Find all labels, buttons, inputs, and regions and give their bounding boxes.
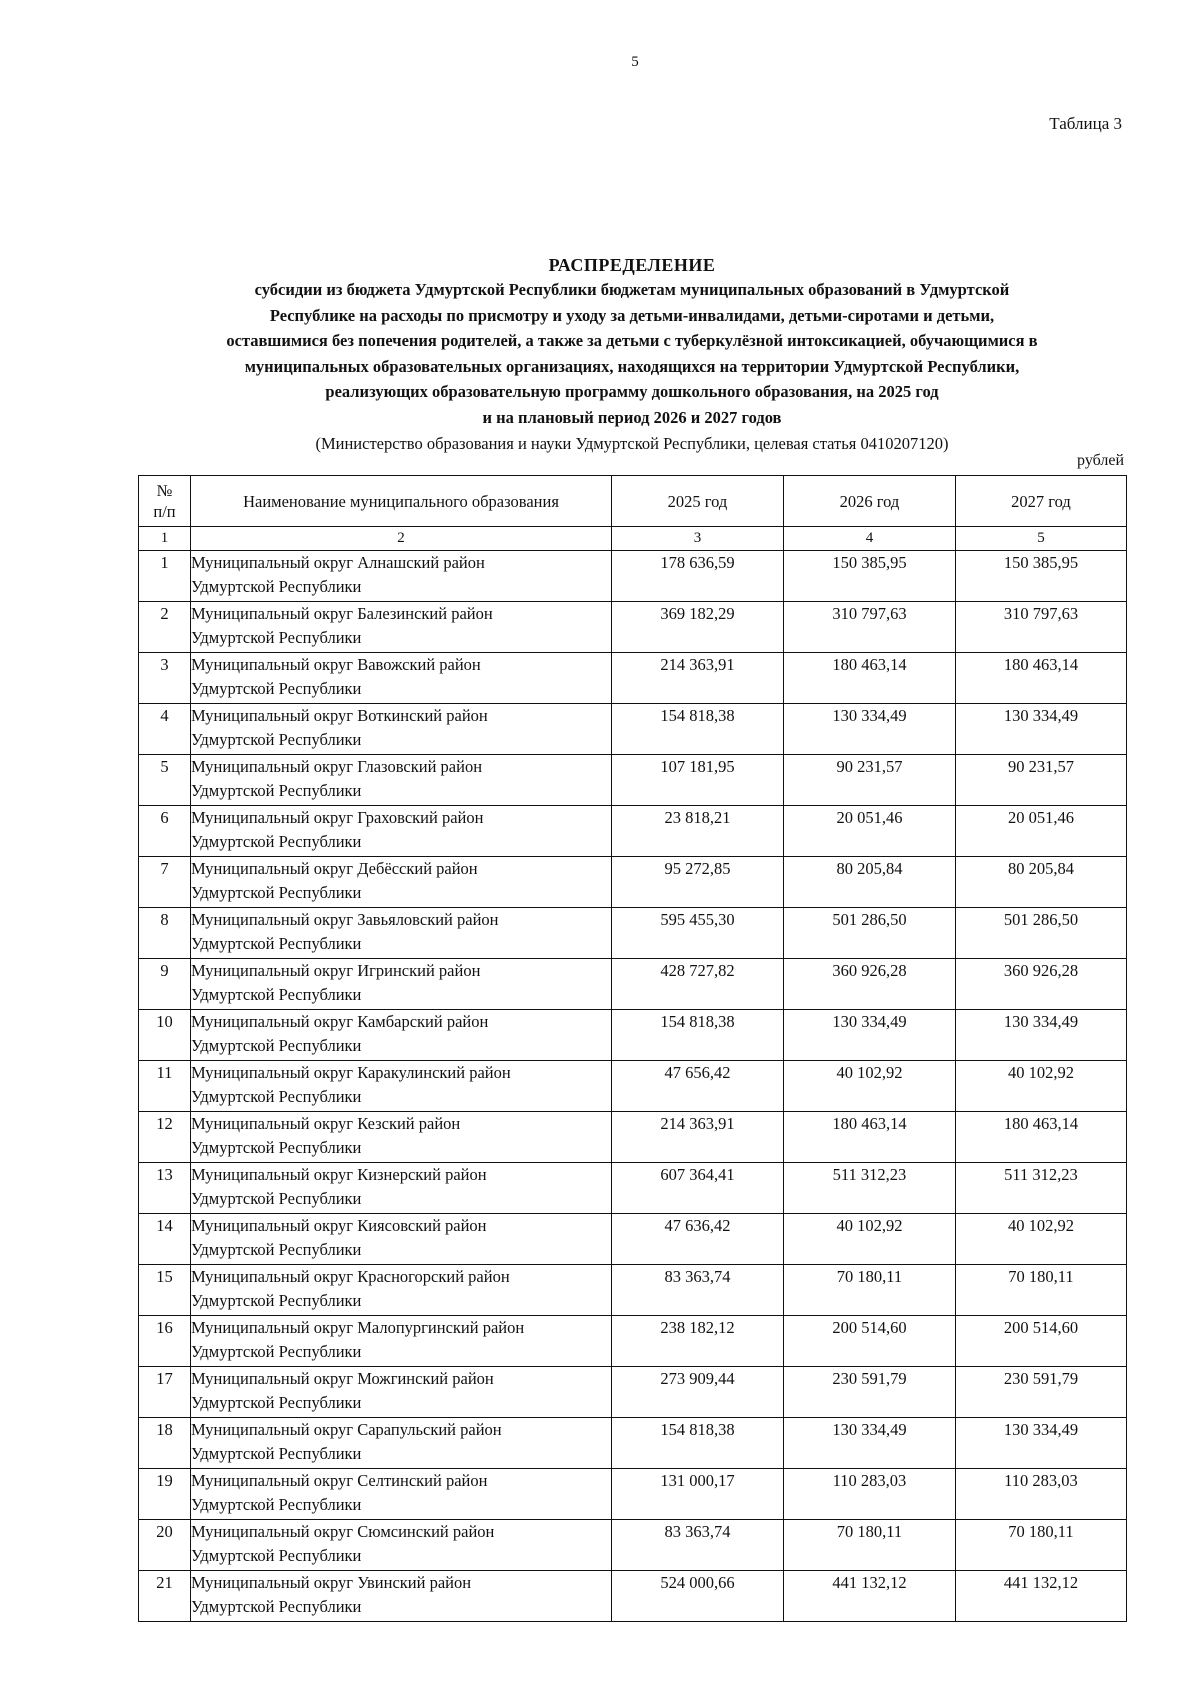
value-text: 83 363,74	[664, 1522, 731, 1541]
column-number: 2	[191, 527, 612, 551]
value-text: 20 051,46	[836, 808, 903, 827]
table-row	[139, 1061, 1127, 1112]
municipality-name	[191, 1571, 612, 1622]
table-row	[139, 653, 1127, 704]
value-text: 130 334,49	[1003, 706, 1079, 725]
header-num-line: №	[156, 481, 173, 500]
municipality-name-line: Удмуртской Республики	[191, 1342, 362, 1361]
row-number-text: 6	[160, 808, 169, 827]
row-number-text: 15	[156, 1267, 173, 1286]
row-number	[139, 1010, 191, 1061]
municipality-name-line: Муниципальный округ Камбарский район	[191, 1012, 489, 1031]
row-number	[139, 653, 191, 704]
municipality-name-line: Муниципальный округ Дебёсский район	[191, 859, 478, 878]
value-2025	[612, 704, 784, 755]
value-2026	[784, 908, 956, 959]
table-row	[139, 1214, 1127, 1265]
value-text: 130 334,49	[1003, 1012, 1079, 1031]
municipality-name-line: Удмуртской Республики	[191, 1189, 362, 1208]
value-2027	[956, 704, 1127, 755]
value-2026	[784, 1520, 956, 1571]
value-text: 70 180,11	[1008, 1522, 1074, 1541]
value-2025	[612, 1571, 784, 1622]
municipality-name-line: Муниципальный округ Граховский район	[191, 808, 484, 827]
value-text: 130 334,49	[832, 1012, 907, 1031]
municipality-name-line: Муниципальный округ Увинский район	[191, 1573, 472, 1592]
value-2025	[612, 1010, 784, 1061]
value-2025	[612, 857, 784, 908]
value-2027	[956, 1061, 1127, 1112]
row-number	[139, 1367, 191, 1418]
row-number-text: 16	[156, 1318, 173, 1337]
table-row	[139, 1265, 1127, 1316]
value-text: 360 926,28	[832, 961, 907, 980]
value-2027	[956, 1112, 1127, 1163]
municipality-name-line: Муниципальный округ Игринский район	[191, 961, 481, 980]
row-number	[139, 908, 191, 959]
value-2027	[956, 1418, 1127, 1469]
value-2026	[784, 602, 956, 653]
value-text: 90 231,57	[836, 757, 903, 776]
value-text: 607 364,41	[660, 1165, 735, 1184]
column-number-row	[139, 527, 1127, 551]
value-text: 40 102,92	[1008, 1063, 1074, 1082]
row-number-text: 18	[156, 1420, 173, 1439]
value-2026	[784, 1010, 956, 1061]
value-2026	[784, 959, 956, 1010]
value-2027	[956, 1265, 1127, 1316]
row-number	[139, 1469, 191, 1520]
table-row	[139, 602, 1127, 653]
units-label: рублей	[1077, 452, 1124, 469]
value-text: 130 334,49	[832, 706, 907, 725]
municipality-name-line: Удмуртской Республики	[191, 1087, 362, 1106]
value-text: 310 797,63	[832, 604, 907, 623]
row-number	[139, 959, 191, 1010]
column-number: 4	[784, 527, 956, 551]
municipality-name	[191, 755, 612, 806]
municipality-name-line: Удмуртской Республики	[191, 1546, 362, 1565]
value-text: 180 463,14	[832, 1114, 907, 1133]
value-2026	[784, 755, 956, 806]
row-number	[139, 857, 191, 908]
header-name: Наименование муниципального образования	[191, 476, 612, 527]
municipality-name	[191, 1418, 612, 1469]
value-2025	[612, 1316, 784, 1367]
header-num	[139, 476, 191, 527]
value-2026	[784, 1316, 956, 1367]
value-2025	[612, 1061, 784, 1112]
value-2027	[956, 1163, 1127, 1214]
municipality-name	[191, 1010, 612, 1061]
municipality-name-line: Удмуртской Республики	[191, 1597, 362, 1616]
row-number-text: 4	[160, 706, 169, 725]
table-row	[139, 1112, 1127, 1163]
value-text: 80 205,84	[836, 859, 903, 878]
header-num-line: п/п	[153, 502, 176, 521]
column-number: 5	[956, 527, 1127, 551]
column-number: 1	[139, 527, 191, 551]
value-text: 83 363,74	[664, 1267, 731, 1286]
title-line: оставшимися без попечения родителей, а также за детьми с туберкулёзной интоксикацией, обучающимися в	[226, 331, 1038, 350]
municipality-name	[191, 1061, 612, 1112]
value-text: 360 926,28	[1003, 961, 1079, 980]
municipality-name-line: Удмуртской Республики	[191, 1036, 362, 1055]
value-2025	[612, 1214, 784, 1265]
row-number-text: 19	[156, 1471, 173, 1490]
municipality-name	[191, 806, 612, 857]
value-2025	[612, 806, 784, 857]
municipality-name-line: Муниципальный округ Вавожский район	[191, 655, 481, 674]
value-2025	[612, 602, 784, 653]
document-title-block	[138, 253, 1126, 456]
value-text: 214 363,91	[660, 1114, 735, 1133]
value-2027	[956, 551, 1127, 602]
municipality-name-line: Удмуртской Республики	[191, 1291, 362, 1310]
municipality-name-line: Муниципальный округ Алнашский район	[191, 553, 485, 572]
header-2026: 2026 год	[784, 476, 956, 527]
value-text: 40 102,92	[836, 1216, 903, 1235]
table-row	[139, 551, 1127, 602]
value-2027	[956, 857, 1127, 908]
table-row	[139, 1418, 1127, 1469]
value-2027	[956, 959, 1127, 1010]
value-2026	[784, 1214, 956, 1265]
row-number	[139, 1571, 191, 1622]
value-2026	[784, 1418, 956, 1469]
value-2025	[612, 1469, 784, 1520]
value-2025	[612, 1418, 784, 1469]
table-header-row	[139, 476, 1127, 527]
table-row	[139, 1316, 1127, 1367]
value-2027	[956, 1316, 1127, 1367]
value-text: 200 514,60	[832, 1318, 907, 1337]
table-row	[139, 857, 1127, 908]
table-row	[139, 1010, 1127, 1061]
row-number	[139, 1316, 191, 1367]
value-text: 200 514,60	[1003, 1318, 1079, 1337]
table-row	[139, 704, 1127, 755]
row-number	[139, 602, 191, 653]
municipality-name	[191, 959, 612, 1010]
municipality-name-line: Муниципальный округ Киясовский район	[191, 1216, 487, 1235]
value-text: 273 909,44	[660, 1369, 735, 1388]
value-text: 501 286,50	[1003, 910, 1079, 929]
value-2027	[956, 653, 1127, 704]
value-text: 150 385,95	[1003, 553, 1079, 572]
value-text: 524 000,66	[660, 1573, 735, 1592]
value-2026	[784, 1061, 956, 1112]
value-2026	[784, 1265, 956, 1316]
value-text: 80 205,84	[1008, 859, 1074, 878]
value-text: 178 636,59	[660, 553, 735, 572]
value-2025	[612, 653, 784, 704]
row-number	[139, 551, 191, 602]
row-number	[139, 1112, 191, 1163]
municipality-name-line: Удмуртской Республики	[191, 781, 362, 800]
row-number	[139, 704, 191, 755]
value-text: 107 181,95	[660, 757, 735, 776]
document-subtitle: (Министерство образования и науки Удмуртской Республики, целевая статья 0410207120)	[315, 434, 949, 453]
row-number	[139, 1418, 191, 1469]
value-text: 95 272,85	[664, 859, 731, 878]
municipality-name	[191, 1316, 612, 1367]
municipality-name	[191, 1214, 612, 1265]
title-line: муниципальных образовательных организациях, находящихся на территории Удмуртской Республики,	[244, 356, 1020, 376]
row-number-text: 2	[160, 604, 169, 623]
value-2025	[612, 959, 784, 1010]
row-number-text: 9	[160, 961, 169, 980]
municipality-name-line: Удмуртской Республики	[191, 1138, 362, 1157]
municipality-name-line: Муниципальный округ Малопургинский район	[191, 1318, 525, 1337]
value-text: 40 102,92	[836, 1063, 903, 1082]
value-text: 511 312,23	[832, 1165, 907, 1184]
row-number	[139, 806, 191, 857]
row-number-text: 3	[160, 655, 169, 674]
value-text: 595 455,30	[660, 910, 735, 929]
title-line: субсидии из бюджета Удмуртской Республики бюджетам муниципальных образований в Удмуртской	[254, 280, 1010, 299]
value-2026	[784, 806, 956, 857]
value-2027	[956, 1520, 1127, 1571]
municipality-name	[191, 1520, 612, 1571]
value-2027	[956, 908, 1127, 959]
municipality-name-line: Удмуртской Республики	[191, 1495, 362, 1514]
table-body	[139, 551, 1127, 1622]
value-text: 70 180,11	[1008, 1267, 1074, 1286]
value-2025	[612, 1112, 784, 1163]
value-2025	[612, 755, 784, 806]
row-number	[139, 1214, 191, 1265]
table-row	[139, 1163, 1127, 1214]
value-text: 70 180,11	[836, 1267, 903, 1286]
municipality-name	[191, 1265, 612, 1316]
municipality-name	[191, 1469, 612, 1520]
value-2026	[784, 857, 956, 908]
value-2025	[612, 1163, 784, 1214]
value-text: 180 463,14	[1003, 655, 1079, 674]
value-2027	[956, 755, 1127, 806]
value-2027	[956, 1571, 1127, 1622]
value-text: 70 180,11	[836, 1522, 903, 1541]
title-line: и на плановый период 2026 и 2027 годов	[482, 407, 782, 427]
value-2027	[956, 1367, 1127, 1418]
document-title: РАСПРЕДЕЛЕНИЕ	[548, 255, 716, 275]
title-line: Республике на расходы по присмотру и уходу за детьми-инвалидами, детьми-сиротами и детьми,	[269, 305, 995, 325]
municipality-name	[191, 1367, 612, 1418]
municipality-name-line: Муниципальный округ Кизнерский район	[191, 1165, 487, 1184]
value-text: 310 797,63	[1003, 604, 1079, 623]
municipality-name	[191, 1163, 612, 1214]
value-text: 130 334,49	[1003, 1420, 1079, 1439]
municipality-name	[191, 704, 612, 755]
municipality-name-line: Удмуртской Республики	[191, 730, 362, 749]
municipality-name	[191, 653, 612, 704]
value-2027	[956, 602, 1127, 653]
municipality-name-line: Удмуртской Республики	[191, 628, 362, 647]
municipality-name-line: Удмуртской Республики	[191, 832, 362, 851]
value-text: 501 286,50	[832, 910, 907, 929]
row-number-text: 21	[156, 1573, 173, 1592]
row-number	[139, 1520, 191, 1571]
row-number-text: 14	[156, 1216, 173, 1235]
row-number-text: 20	[156, 1522, 173, 1541]
header-2027: 2027 год	[956, 476, 1127, 527]
value-2027	[956, 1214, 1127, 1265]
value-text: 90 231,57	[1008, 757, 1074, 776]
municipality-name-line: Удмуртской Республики	[191, 883, 362, 902]
municipality-name-line: Муниципальный округ Кезский район	[191, 1114, 461, 1133]
value-text: 154 818,38	[660, 1012, 735, 1031]
municipality-name	[191, 908, 612, 959]
municipality-name	[191, 551, 612, 602]
title-line: реализующих образовательную программу дошкольного образования, на 2025 год	[325, 382, 939, 401]
value-text: 441 132,12	[832, 1573, 907, 1592]
municipality-name-line: Муниципальный округ Можгинский район	[191, 1369, 494, 1388]
value-text: 154 818,38	[660, 706, 735, 725]
value-2026	[784, 1571, 956, 1622]
table-row	[139, 755, 1127, 806]
value-text: 110 283,03	[1004, 1471, 1078, 1490]
row-number	[139, 1061, 191, 1112]
municipality-name	[191, 602, 612, 653]
table-row	[139, 1469, 1127, 1520]
municipality-name	[191, 1112, 612, 1163]
table-row	[139, 1367, 1127, 1418]
row-number-text: 11	[156, 1063, 173, 1082]
value-text: 180 463,14	[832, 655, 907, 674]
value-text: 428 727,82	[660, 961, 735, 980]
value-text: 230 591,79	[1003, 1369, 1079, 1388]
row-number-text: 10	[156, 1012, 173, 1031]
municipality-name-line: Муниципальный округ Сюмсинский район	[191, 1522, 495, 1541]
value-text: 23 818,21	[664, 808, 731, 827]
value-2026	[784, 653, 956, 704]
municipality-name-line: Муниципальный округ Завьяловский район	[191, 910, 499, 929]
value-text: 369 182,29	[660, 604, 735, 623]
value-text: 214 363,91	[660, 655, 735, 674]
municipality-name-line: Муниципальный округ Глазовский район	[191, 757, 483, 776]
value-text: 20 051,46	[1008, 808, 1074, 827]
municipality-name-line: Удмуртской Республики	[191, 1444, 362, 1463]
value-text: 441 132,12	[1003, 1573, 1079, 1592]
municipality-name	[191, 857, 612, 908]
column-number: 3	[612, 527, 784, 551]
municipality-name-line: Муниципальный округ Балезинский район	[191, 604, 493, 623]
value-2025	[612, 1520, 784, 1571]
value-2026	[784, 1469, 956, 1520]
page-number: 5	[631, 54, 639, 70]
value-text: 40 102,92	[1008, 1216, 1074, 1235]
value-text: 154 818,38	[660, 1420, 735, 1439]
value-2026	[784, 704, 956, 755]
value-text: 238 182,12	[660, 1318, 735, 1337]
municipality-name-line: Удмуртской Республики	[191, 577, 362, 596]
value-text: 180 463,14	[1003, 1114, 1079, 1133]
table-row	[139, 1571, 1127, 1622]
value-2027	[956, 806, 1127, 857]
value-text: 130 334,49	[832, 1420, 907, 1439]
value-text: 131 000,17	[660, 1471, 735, 1490]
table-row	[139, 908, 1127, 959]
value-text: 110 283,03	[832, 1471, 907, 1490]
table-label: Таблица 3	[1049, 114, 1122, 133]
row-number-text: 8	[160, 910, 169, 929]
header-2025: 2025 год	[612, 476, 784, 527]
municipality-name-line: Удмуртской Республики	[191, 985, 362, 1004]
municipality-name-line: Удмуртской Республики	[191, 679, 362, 698]
value-text: 230 591,79	[832, 1369, 907, 1388]
table-row	[139, 806, 1127, 857]
value-2027	[956, 1010, 1127, 1061]
value-2025	[612, 1265, 784, 1316]
value-text: 150 385,95	[832, 553, 907, 572]
row-number	[139, 1265, 191, 1316]
row-number-text: 12	[156, 1114, 173, 1133]
value-2026	[784, 1367, 956, 1418]
value-2026	[784, 1163, 956, 1214]
value-2026	[784, 551, 956, 602]
value-text: 47 656,42	[664, 1063, 731, 1082]
municipality-name-line: Удмуртской Республики	[191, 934, 362, 953]
municipality-name-line: Муниципальный округ Каракулинский район	[191, 1063, 511, 1082]
value-2025	[612, 908, 784, 959]
table-row	[139, 959, 1127, 1010]
distribution-table	[138, 475, 1127, 1622]
value-2026	[784, 1112, 956, 1163]
row-number-text: 17	[156, 1369, 173, 1388]
municipality-name-line: Муниципальный округ Селтинский район	[191, 1471, 488, 1490]
value-text: 511 312,23	[1004, 1165, 1078, 1184]
table-row	[139, 1520, 1127, 1571]
value-2025	[612, 1367, 784, 1418]
row-number-text: 1	[160, 553, 169, 572]
row-number	[139, 755, 191, 806]
row-number	[139, 1163, 191, 1214]
row-number-text: 7	[160, 859, 169, 878]
municipality-name-line: Муниципальный округ Воткинский район	[191, 706, 488, 725]
municipality-name-line: Муниципальный округ Сарапульский район	[191, 1420, 502, 1439]
value-text: 47 636,42	[664, 1216, 731, 1235]
municipality-name-line: Удмуртской Республики	[191, 1393, 362, 1412]
municipality-name-line: Муниципальный округ Красногорский район	[191, 1267, 510, 1286]
municipality-name-line: Удмуртской Республики	[191, 1240, 362, 1259]
value-2027	[956, 1469, 1127, 1520]
value-2025	[612, 551, 784, 602]
row-number-text: 5	[160, 757, 169, 776]
row-number-text: 13	[156, 1165, 173, 1184]
